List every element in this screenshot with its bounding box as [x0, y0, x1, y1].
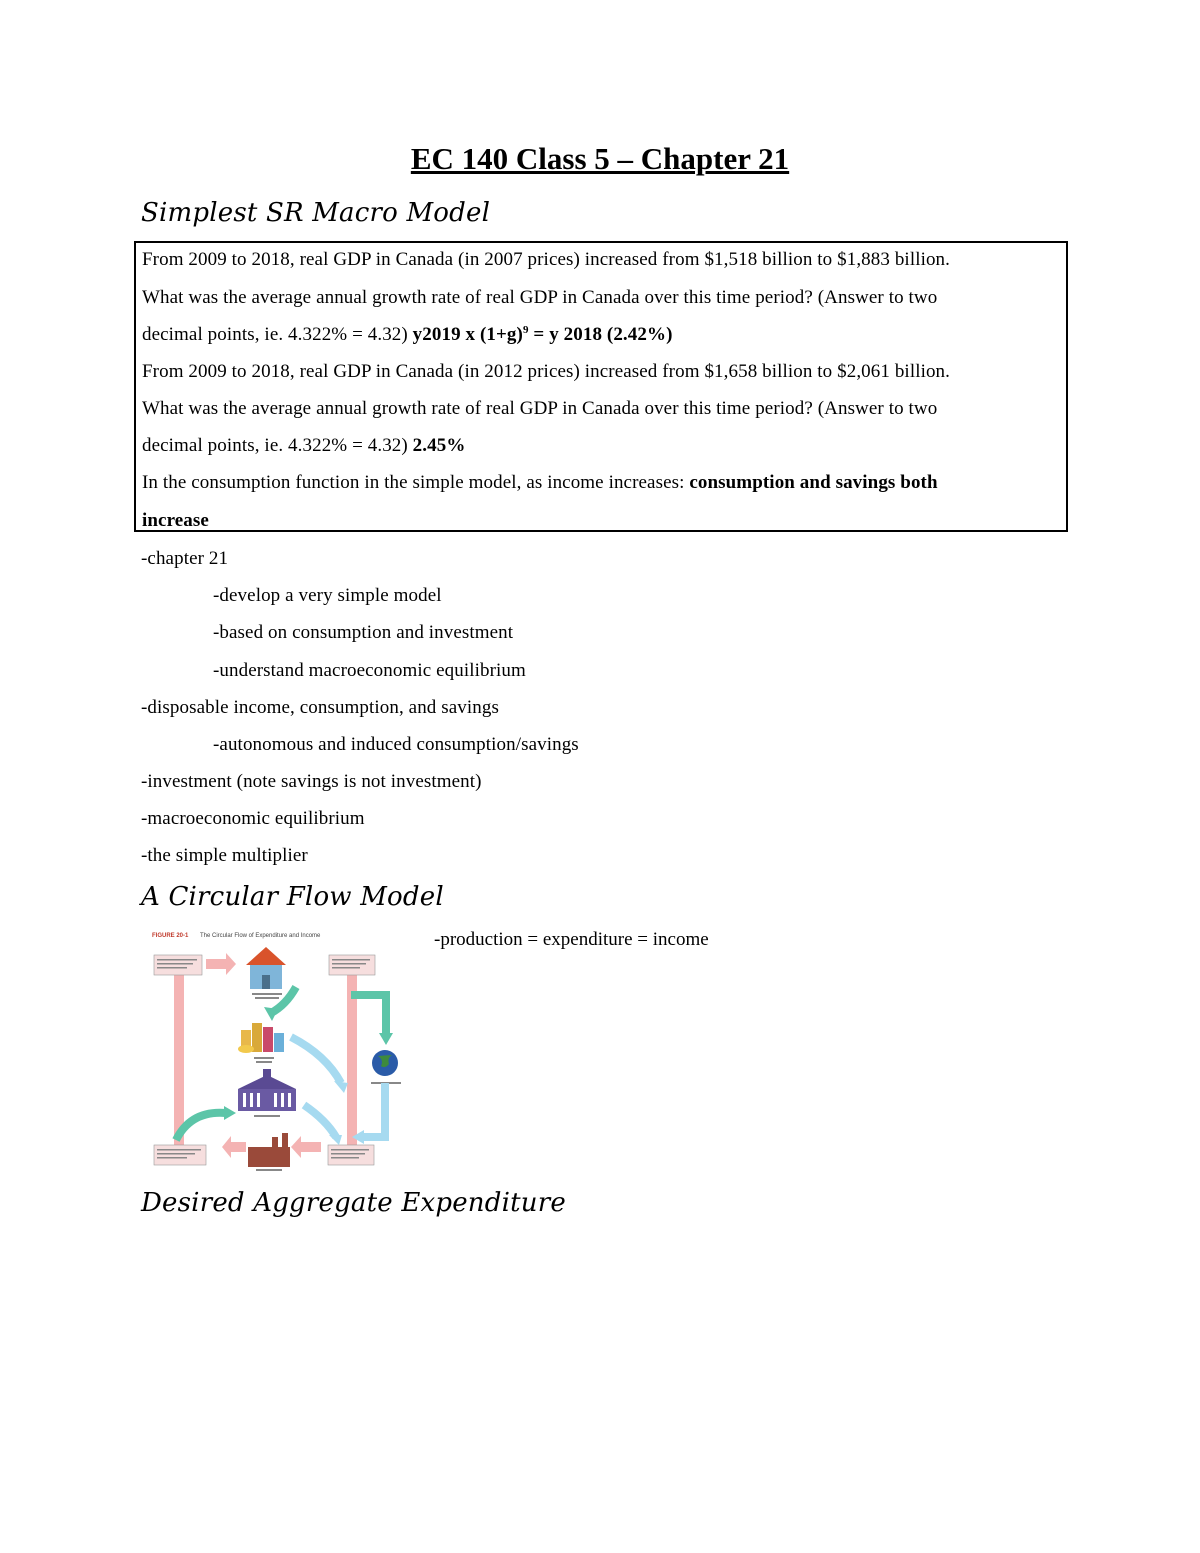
pink-arrow-top	[206, 953, 236, 975]
question-box	[134, 241, 1068, 532]
outline-item: -macroeconomic equilibrium	[141, 808, 365, 829]
box-income-firms	[154, 1145, 206, 1165]
q3-line-2	[142, 510, 209, 532]
circular-flow-diagram	[146, 925, 414, 1175]
blue-arrow-exports	[362, 1083, 385, 1137]
figure-caption-label: FIGURE 20-1	[152, 933, 189, 939]
rest-of-world-icon	[372, 1050, 398, 1076]
factory-icon	[248, 1133, 290, 1167]
house-icon	[246, 947, 286, 989]
outline-item: -chapter 21	[141, 548, 229, 569]
q2-line-2: What was the average annual growth rate of real GDP in Canada over this time period? (Answer to two	[142, 398, 938, 419]
q1-line-2: What was the average annual growth rate of real GDP in Canada over this time period? (Answer to two	[142, 287, 938, 308]
outline-subitem: -understand macroeconomic equilibrium	[213, 660, 526, 681]
q1-answer-a: y2019 x (1+g)	[412, 324, 523, 345]
outline-subitem: -based on consumption and investment	[213, 622, 514, 643]
pink-flow-left	[174, 965, 184, 1147]
section-heading-simplest-model: Simplest SR Macro Model	[141, 198, 491, 228]
blue-arrow-investment	[291, 1037, 341, 1083]
outline-item: -disposable income, consumption, and savings	[141, 697, 499, 718]
outline-item: -the simple multiplier	[141, 845, 308, 866]
outline-item: -investment (note savings is not investment)	[141, 771, 482, 792]
section-heading-desired-ae: Desired Aggregate Expenditure	[141, 1188, 566, 1218]
circular-flow-note: -production = expenditure = income	[434, 929, 709, 950]
q3-line-1	[142, 472, 938, 494]
q1-line-1: From 2009 to 2018, real GDP in Canada (in 2007 prices) increased from $1,518 billion to $1,883 billion.	[142, 249, 951, 270]
box-income-households	[154, 955, 202, 975]
q3-answer-part1: consumption and savings both	[689, 472, 938, 493]
financial-system-icon	[238, 1023, 284, 1053]
circular-flow-figure	[146, 925, 414, 1175]
q3-answer-part2: increase	[142, 510, 209, 531]
pink-arrow-bottom	[291, 1136, 321, 1158]
figure-caption-title: The Circular Flow of Expenditure and Income	[200, 933, 321, 939]
outline-subitem: -autonomous and induced consumption/savings	[213, 734, 579, 755]
blue-arrow-government-purchases	[304, 1105, 336, 1137]
document-title: EC 140 Class 5 – Chapter 21	[410, 141, 790, 176]
outline-subitem: -develop a very simple model	[213, 585, 442, 606]
q2-line-3-text: decimal points, ie. 4.322% = 4.32)	[142, 435, 413, 456]
q2-answer: 2.45%	[412, 435, 466, 456]
q1-line-3	[142, 324, 673, 346]
section-heading-circular-flow: A Circular Flow Model	[141, 882, 444, 912]
q2-line-1: From 2009 to 2018, real GDP in Canada (in 2012 prices) increased from $1,658 billion to $2,061 billion.	[142, 361, 951, 382]
pink-arrow-bottom-2	[222, 1136, 246, 1158]
q1-answer-b: = y 2018 (2.42%)	[528, 324, 673, 345]
government-icon	[238, 1069, 296, 1111]
q1-line-3-text: decimal points, ie. 4.322% = 4.32)	[142, 324, 413, 345]
box-expenditure-firms	[328, 1145, 374, 1165]
q2-line-3	[142, 435, 465, 457]
q3-line-1-text: In the consumption function in the simple model, as income increases:	[142, 472, 690, 493]
box-consumption	[329, 955, 375, 975]
q1-answer	[413, 324, 673, 345]
q1-answer-exponent: 9	[522, 324, 529, 336]
